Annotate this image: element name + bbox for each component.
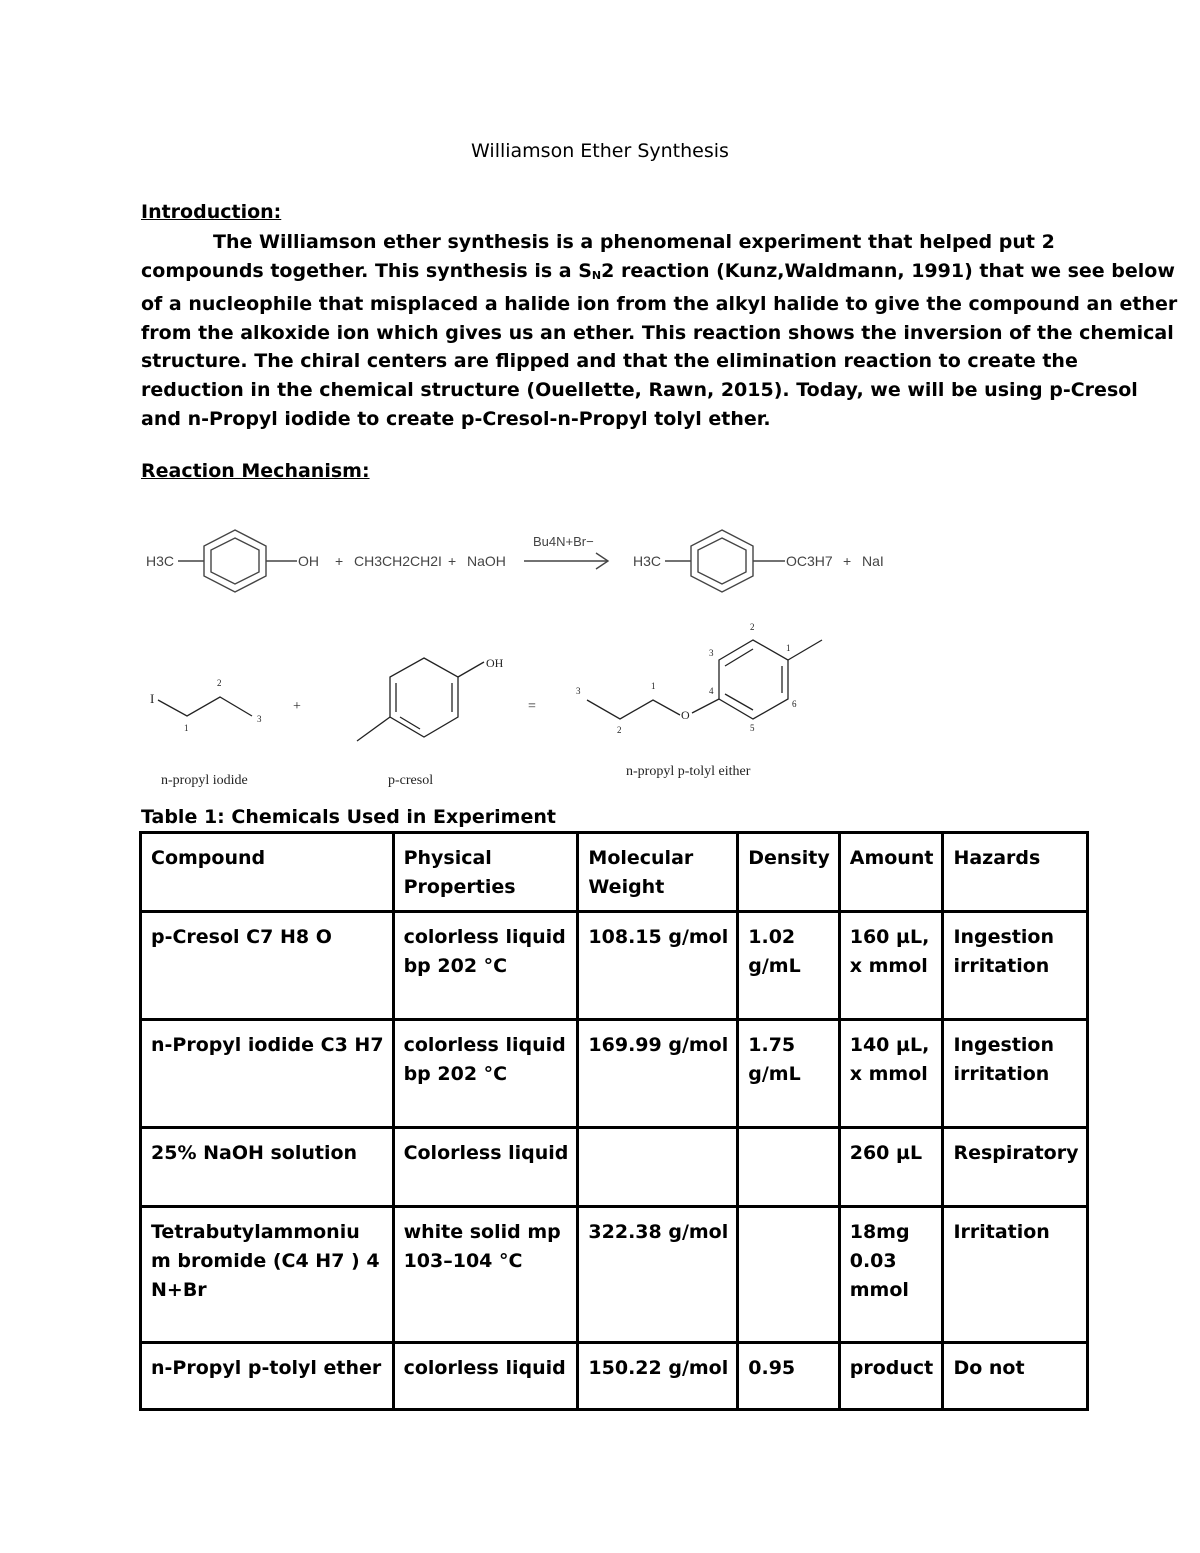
cell-text: product (849, 1357, 934, 1379)
cell-text: colorless liquid (403, 1034, 566, 1056)
cell-text: 1.02 (748, 926, 796, 948)
cell-text: 108.15 g/mol (588, 926, 729, 948)
table-cell (393, 1020, 578, 1128)
chemicals-table (139, 831, 1089, 1411)
cell-text: Ingestion (953, 926, 1055, 948)
cell-text: g/mL (748, 1063, 801, 1085)
table-row (141, 1020, 1088, 1128)
table-cell (578, 833, 738, 912)
h3c-left: H3C (146, 553, 175, 569)
table-cell (738, 1207, 839, 1343)
propoxy-group: OC3H7 (786, 553, 833, 569)
cell-text: Ingestion (953, 1034, 1055, 1056)
table-cell (578, 1128, 738, 1207)
cell-text: 0.95 (748, 1357, 796, 1379)
table-row (141, 1207, 1088, 1343)
cell-text: 0.03 (849, 1250, 897, 1272)
table-cell (141, 1020, 394, 1128)
carbon-number: 1 (184, 723, 189, 733)
cell-text: Properties (403, 876, 516, 898)
carbon-number: 1 (651, 681, 656, 691)
ring-number: 1 (786, 643, 791, 653)
intro-line: reduction in the chemical structure (Ouellette, Rawn, 2015). Today, we will be using p-Cresol (141, 378, 1138, 401)
cell-text: 140 µL, (849, 1034, 930, 1056)
cell-text: irritation (953, 1063, 1050, 1085)
table-caption: Table 1: Chemicals Used in Experiment (141, 806, 556, 828)
propyl-iodide-formula: CH3CH2CH2I (354, 553, 442, 569)
carbon-number: 3 (576, 686, 581, 696)
table-header-row (141, 833, 1088, 912)
p-cresol-structure (357, 658, 484, 741)
cell-text: 160 µL, (849, 926, 930, 948)
table-row (141, 912, 1088, 1020)
intro-line-part: 2 reaction (Kunz,Waldmann, 1991) that we see below (601, 259, 1175, 282)
plus-sign: + (843, 553, 852, 569)
oxygen-atom: O (681, 708, 690, 722)
table-cell (393, 1128, 578, 1207)
cell-text: Amount (849, 847, 934, 869)
carbon-number: 2 (617, 725, 622, 735)
cell-text: x mmol (849, 955, 928, 977)
cell-text: bp 202 °C (403, 1063, 508, 1085)
cell-text: n-Propyl p-tolyl ether (151, 1357, 382, 1379)
catalyst-label: Bu4N+Br− (533, 534, 594, 549)
table-cell (141, 1128, 394, 1207)
ring-number: 3 (709, 648, 714, 658)
cell-text: Tetrabutylammoniu (151, 1221, 360, 1243)
cell-text: Molecular (588, 847, 694, 869)
table-cell (738, 1128, 839, 1207)
cell-text: irritation (953, 955, 1050, 977)
table-cell (839, 1207, 943, 1343)
intro-line: structure. The chiral centers are flipped and that the elimination reaction to create the (141, 350, 1078, 373)
carbon-number: 2 (217, 678, 222, 688)
table-cell (839, 833, 943, 912)
right-benzene-ring (665, 530, 785, 592)
left-benzene-ring (178, 530, 297, 592)
table-cell (943, 1128, 1088, 1207)
cell-text: x mmol (849, 1063, 928, 1085)
cell-text: 322.38 g/mol (588, 1221, 729, 1243)
mechanism-heading: Reaction Mechanism: (141, 460, 370, 482)
p-cresol-label: p-cresol (388, 773, 434, 788)
table-cell (141, 912, 394, 1020)
ring-number: 2 (750, 622, 755, 632)
cell-text: mmol (849, 1279, 909, 1301)
intro-line-part: compounds together. This synthesis is a S (141, 259, 592, 282)
cell-text: g/mL (748, 955, 801, 977)
table-cell (738, 912, 839, 1020)
cell-text: 103–104 °C (403, 1250, 523, 1272)
ring-number: 5 (750, 723, 755, 733)
n-propyl-iodide-label: n-propyl iodide (161, 773, 248, 788)
table-cell (393, 912, 578, 1020)
cell-text: 18mg (849, 1221, 910, 1243)
cell-text: 169.99 g/mol (588, 1034, 729, 1056)
table-cell (141, 1343, 394, 1410)
ring-number: 6 (792, 699, 797, 709)
table-cell (578, 1343, 738, 1410)
table-row (141, 1128, 1088, 1207)
table-cell (943, 833, 1088, 912)
table-cell (578, 912, 738, 1020)
intro-line: and n-Propyl iodide to create p-Cresol-n-Propyl tolyl ether. (141, 407, 771, 430)
table-cell (578, 1207, 738, 1343)
cell-text: 1.75 (748, 1034, 796, 1056)
table-cell (839, 912, 943, 1020)
cell-text: 25% NaOH solution (151, 1142, 358, 1164)
cell-text: Weight (588, 876, 665, 898)
iodine-atom: I (150, 691, 155, 706)
cell-text: bp 202 °C (403, 955, 508, 977)
n-propyl-iodide-structure (158, 697, 252, 716)
table-cell (839, 1343, 943, 1410)
document-title: Williamson Ether Synthesis (471, 140, 729, 162)
table-cell (393, 833, 578, 912)
table-cell (943, 1343, 1088, 1410)
cell-text: colorless liquid (403, 926, 566, 948)
table-cell (839, 1128, 943, 1207)
table-cell (943, 1207, 1088, 1343)
table-cell (943, 912, 1088, 1020)
cell-text: N+Br (151, 1279, 207, 1301)
plus-sign: + (335, 553, 344, 569)
cell-text: colorless liquid (403, 1357, 566, 1379)
intro-line: from the alkoxide ion which gives us an ether. This reaction shows the inversion of the chemical (141, 321, 1174, 344)
h3c-right: H3C (633, 553, 662, 569)
equals-sign: = (528, 699, 536, 714)
table-cell (141, 1207, 394, 1343)
hydroxyl-left: OH (298, 553, 319, 569)
table-cell (738, 1020, 839, 1128)
intro-line: of a nucleophile that misplaced a halide ion from the alkyl halide to give the compound an ether (141, 293, 1178, 316)
cell-text: Irritation (953, 1221, 1050, 1243)
table-cell (141, 833, 394, 912)
product-label: n-propyl p-tolyl either (626, 764, 751, 779)
table-cell (393, 1207, 578, 1343)
cell-text: Physical (403, 847, 492, 869)
cell-text: Respiratory (953, 1142, 1079, 1164)
table-cell (393, 1343, 578, 1410)
carbon-number: 3 (257, 714, 262, 724)
cell-text: n-Propyl iodide C3 H7 (151, 1034, 384, 1056)
reaction-arrow (524, 553, 608, 569)
cell-text: m bromide (C4 H7 ) 4 (151, 1250, 380, 1272)
cell-text: Do not (953, 1357, 1025, 1379)
cell-text: 260 µL (849, 1142, 923, 1164)
table-cell (738, 1343, 839, 1410)
plus-sign: + (293, 699, 301, 714)
subscript-n: N (591, 268, 602, 282)
cell-text: Colorless liquid (403, 1142, 569, 1164)
cell-text: p-Cresol C7 H8 O (151, 926, 332, 948)
table-cell (738, 833, 839, 912)
hydroxyl-group: OH (486, 656, 504, 670)
cell-text: Hazards (953, 847, 1041, 869)
table-row (141, 1343, 1088, 1410)
intro-line: The Williamson ether synthesis is a phenomenal experiment that helped put 2 (213, 231, 1055, 253)
cell-text: white solid mp (403, 1221, 561, 1243)
table-cell (839, 1020, 943, 1128)
ring-number: 4 (709, 686, 714, 696)
cell-text: 150.22 g/mol (588, 1357, 729, 1379)
nai-formula: NaI (862, 553, 884, 569)
naoh-formula: NaOH (467, 553, 506, 569)
intro-heading: Introduction: (141, 201, 282, 223)
cell-text: Density (748, 847, 830, 869)
table-cell (943, 1020, 1088, 1128)
table-cell (578, 1020, 738, 1128)
cell-text: Compound (151, 847, 266, 869)
plus-sign: + (448, 553, 457, 569)
